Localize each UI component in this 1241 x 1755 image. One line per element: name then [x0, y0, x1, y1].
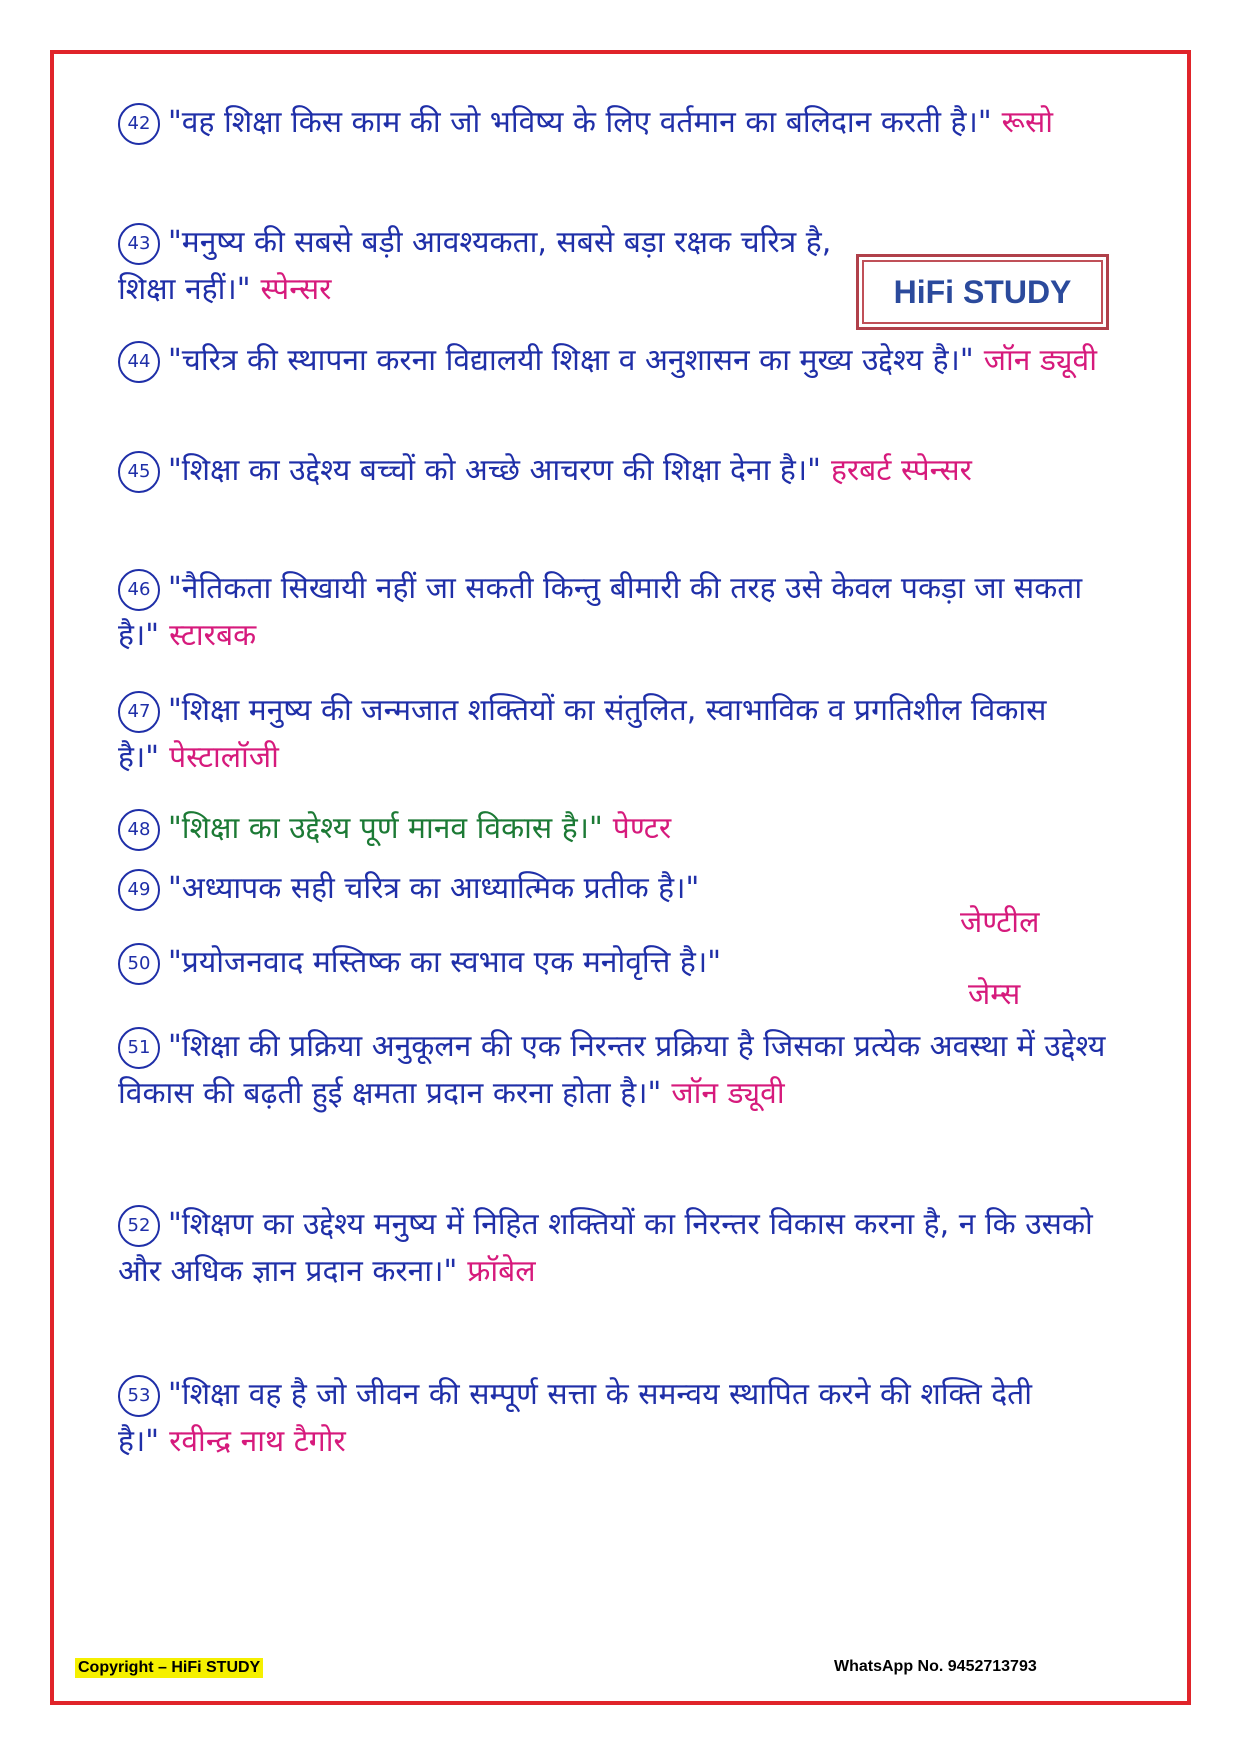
quote-text: "शिक्षा मनुष्य की जन्मजात शक्तियों का संतुलित, स्वाभाविक व प्रगतिशील विकास है।"	[118, 693, 1047, 775]
quote-author: स्पेन्सर	[260, 271, 332, 307]
quote-text: "शिक्षा की प्रक्रिया अनुकूलन की एक निरन्तर प्रक्रिया है जिसका प्रत्येक अवस्था में उद्देश्य विकास की बढ़ती हुई क्षमता प्रदान करना होता है।"	[118, 1029, 1106, 1111]
quote-text: "चरित्र की स्थापना करना विद्यालयी शिक्षा व अनुशासन का मुख्य उद्देश्य है।"	[168, 343, 974, 378]
quote-item	[118, 338, 1138, 385]
quote-number: 45	[118, 451, 160, 493]
quote-number: 50	[118, 943, 160, 985]
whatsapp-number: WhatsApp No. 9452713793	[834, 1658, 1037, 1675]
quote-number: 47	[118, 691, 160, 733]
quote-item	[118, 100, 1118, 147]
quote-author: पेस्टालॉजी	[169, 739, 279, 775]
quote-number: 48	[118, 809, 160, 851]
quote-text: "नैतिकता सिखायी नहीं जा सकती किन्तु बीमारी की तरह उसे केवल पकड़ा जा सकता है।"	[118, 571, 1083, 653]
quote-item	[118, 1202, 1138, 1295]
quote-item	[118, 1372, 1138, 1465]
quote-item	[118, 448, 1138, 495]
quote-item	[118, 806, 1138, 853]
quote-number: 42	[118, 103, 160, 145]
quote-author: हरबर्ट स्पेन्सर	[830, 453, 972, 488]
quote-text: "मनुष्य की सबसे बड़ी आवश्यकता, सबसे बड़ा रक्षक चरित्र है, शिक्षा नहीं।"	[118, 225, 832, 307]
watermark-stamp	[856, 254, 1109, 330]
quote-item	[118, 220, 848, 313]
quote-author: जेण्टील	[960, 905, 1040, 940]
quote-item	[118, 688, 1138, 781]
quote-text: "शिक्षण का उद्देश्य मनुष्य में निहित शक्तियों का निरन्तर विकास करना है, न कि उसको और अधिक ज्ञान प्रदान करना।"	[118, 1207, 1093, 1289]
quote-item	[118, 1024, 1138, 1117]
watermark-text: HiFi STUDY	[862, 260, 1103, 324]
quote-number: 52	[118, 1205, 160, 1247]
quote-text: "शिक्षा का उद्देश्य पूर्ण मानव विकास है।"	[168, 811, 603, 846]
quote-author: स्टारबक	[169, 617, 257, 653]
quote-number: 43	[118, 223, 160, 265]
quote-text: "प्रयोजनवाद मस्तिष्क का स्वभाव एक मनोवृत्ति है।"	[168, 945, 722, 980]
quote-number: 44	[118, 341, 160, 383]
quote-number: 53	[118, 1375, 160, 1417]
quote-author: जेम्स	[968, 977, 1021, 1012]
quote-author: फ्रॉबेल	[467, 1253, 536, 1289]
quote-item	[118, 940, 1018, 987]
quote-author: रवीन्द्र नाथ टैगोर	[169, 1423, 346, 1459]
quote-author: रूसो	[1001, 105, 1054, 140]
quote-text: "शिक्षा का उद्देश्य बच्चों को अच्छे आचरण की शिक्षा देना है।"	[168, 453, 821, 488]
quote-author: जॉन ड्यूवी	[671, 1075, 785, 1111]
quote-text: "वह शिक्षा किस काम की जो भविष्य के लिए वर्तमान का बलिदान करती है।"	[168, 105, 992, 140]
quote-number: 46	[118, 569, 160, 611]
quote-item	[118, 866, 1018, 913]
quote-number: 51	[118, 1027, 160, 1069]
quote-item	[118, 566, 1138, 659]
quote-text: "शिक्षा वह है जो जीवन की सम्पूर्ण सत्ता के समन्वय स्थापित करने की शक्ति देती है।"	[118, 1377, 1033, 1459]
copyright-label: Copyright – HiFi STUDY	[75, 1658, 263, 1678]
quote-text: "अध्यापक सही चरित्र का आध्यात्मिक प्रतीक है।"	[168, 871, 700, 906]
quote-author: पेण्टर	[612, 811, 672, 846]
quote-number: 49	[118, 869, 160, 911]
quote-author: जॉन ड्यूवी	[983, 343, 1097, 378]
